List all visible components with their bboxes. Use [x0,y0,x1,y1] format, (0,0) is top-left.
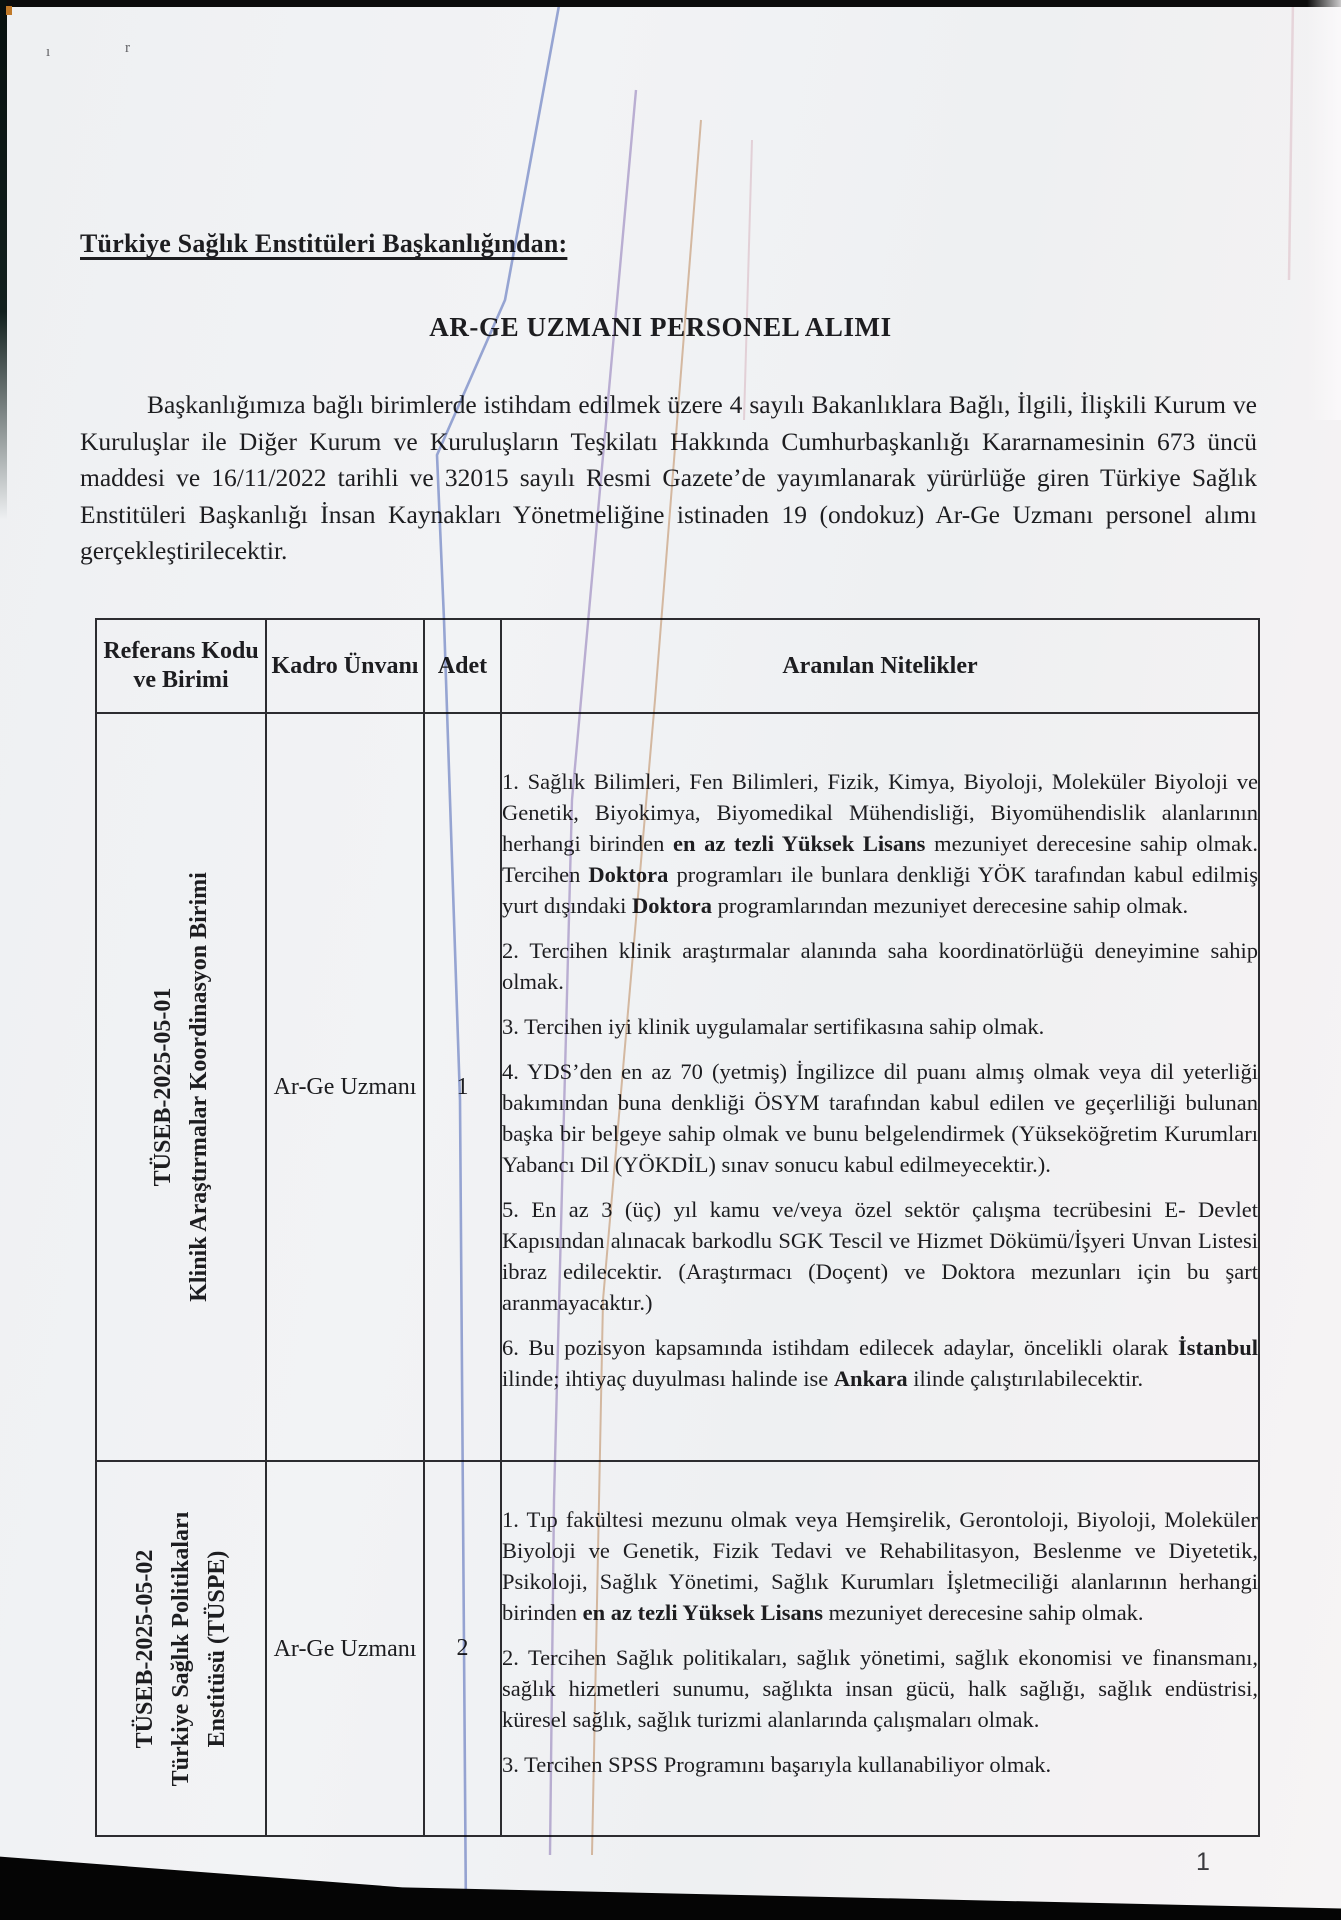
document-main-heading: AR-GE UZMANI PERSONEL ALIMI [429,312,892,343]
reference-line: TÜSEB-2025-05-02 [132,1549,158,1748]
requirement-item: 2. Tercihen klinik araştırmalar alanında saha koordinatörlüğü deneyimine sahip olmak. [502,938,1258,994]
position-cell: Ar-Ge Uzmanı [266,713,424,1461]
table-row [96,713,1259,1461]
count-cell: 1 [424,713,501,1461]
reference-rotated-text [127,1511,235,1786]
position-cell: Ar-Ge Uzmanı [266,1461,424,1836]
page-number: 1 [1196,1848,1210,1876]
scan-speck: ı [46,44,51,60]
reference-cell [96,713,266,1461]
scan-corner-artifact [6,6,12,15]
requirement-item: 1. Tıp fakültesi mezunu olmak veya Hemşirelik, Gerontoloji, Biyoloji, Moleküler Biyoloji ve Genetik, Fizik Tedavi ve Rehabilitasyon, Beslenme ve Diyetetik, Psikoloji, Sağlık Yönetimi, Sağlık Kurumları İşletmeciliği alanlarının herhangi birinden en az tezli Yüksek Lisans mezuniyet derecesine sahip olmak. [502,1506,1258,1625]
intro-paragraph: Başkanlığımıza bağlı birimlerde istihdam edilmek üzere 4 sayılı Bakanlıklara Bağlı, İlgili, İlişkili Kurum ve Kuruluşlar ile Diğer Kurum ve Kuruluşların Teşkilatı Hakkında Cumhurbaşkanlığı Kararnamesinin 673 üncü maddesi ve 16/11/2022 tarihli ve 32015 sayılı Resmi Gazete’de yayımlanarak yürürlüğe giren Türkiye Sağlık Enstitüleri Başkanlığı İnsan Kaynakları Yönetmeliğine istinaden 19 (ondokuz) Ar-Ge Uzmanı personel alımı gerçekleştirilecektir. [80,390,1257,566]
requirement-item: 6. Bu pozisyon kapsamında istihdam edilecek adaylar, öncelikli olarak İstanbul ilinde; ihtiyaç duyulması halinde ise Ankara ilinde çalıştırılabilecektir. [502,1335,1258,1391]
requirement-item: 1. Sağlık Bilimleri, Fen Bilimleri, Fizik, Kimya, Biyoloji, Moleküler Biyoloji ve Genetik, Biyokimya, Biyomedikal Mühendisliği, Biyomühendislik alanlarının herhangi birinden en az tezli Yüksek Lisans mezuniyet derecesine sahip olmak. Tercihen Doktora programları ile bunlara denkliği YÖK tarafından kabul edilmiş yurt dışındaki Doktora programlarından mezuniyet derecesine sahip olmak. [502,769,1258,918]
qualifications-cell [501,1461,1259,1836]
scan-line-pink-edge [1289,0,1293,280]
scan-speck: r [125,40,130,56]
scan-line-pink [744,140,752,420]
requirement-item: 4. YDS’den en az 70 (yetmiş) İngilizce dil puanı almış olmak veya dil yeterliği bakımından buna denkliği ÖSYM tarafından kabul edilen ve geçerliliği bulunan başka bir belgeye sahip olmak ve bunu belgelendirmek (Yükseköğretim Kurumları Yabancı Dil (YÖKDİL) sınav sonucu kabul edilmeyecektir.). [502,1059,1258,1177]
requirement-item: 2. Tercihen Sağlık politikaları, sağlık yönetimi, sağlık ekonomisi ve finansmanı, sağlık hizmetleri sunumu, sağlıkta insan gücü, halk sağlığı, sağlık endüstrisi, küresel sağlık, sağlık turizmi alanlarında çalışmaları olmak. [502,1644,1258,1732]
reference-cell [96,1461,266,1836]
scan-edge-left [0,0,7,520]
reference-rotated-text [145,872,217,1302]
document-source-title: Türkiye Sağlık Enstitüleri Başkanlığından: [80,229,568,259]
reference-line: Enstitüsü (TÜSPE) [204,1550,230,1747]
requirement-item: 3. Tercihen SPSS Programını başarıyla kullanabiliyor olmak. [502,1751,1052,1777]
positions-table [95,618,1260,1837]
scan-edge-right-fade [1307,0,1341,420]
requirement-item: 5. En az 3 (üç) yıl kamu ve/veya özel sektör çalışma tecrübesini E- Devlet Kapısından alınacak barkodlu SGK Tescil ve Hizmet Dökümü/İşyeri Unvan Listesi ibraz edilecektir. (Araştırmacı (Doçent) ve Doktora mezunları için bu şart aranmayacaktır.) [502,1197,1258,1315]
header-qualifications: Aranılan Nitelikler [501,619,1259,713]
reference-line: TÜSEB-2025-05-01 [150,987,176,1187]
reference-line: Türkiye Sağlık Politikaları [168,1511,194,1786]
scan-edge-top [0,0,1341,7]
header-reference-code: Referans Kodu ve Birimi [96,619,266,713]
count-cell: 2 [424,1461,501,1836]
reference-line: Klinik Araştırmalar Koordinasyon Birimi [186,872,212,1302]
qualifications-cell [501,713,1259,1461]
header-position-title: Kadro Ünvanı [266,619,424,713]
requirement-item: 3. Tercihen iyi klinik uygulamalar sertifikasına sahip olmak. [502,1014,1045,1039]
table-row [96,1461,1259,1836]
table-header-row [96,619,1259,713]
header-count: Adet [424,619,501,713]
